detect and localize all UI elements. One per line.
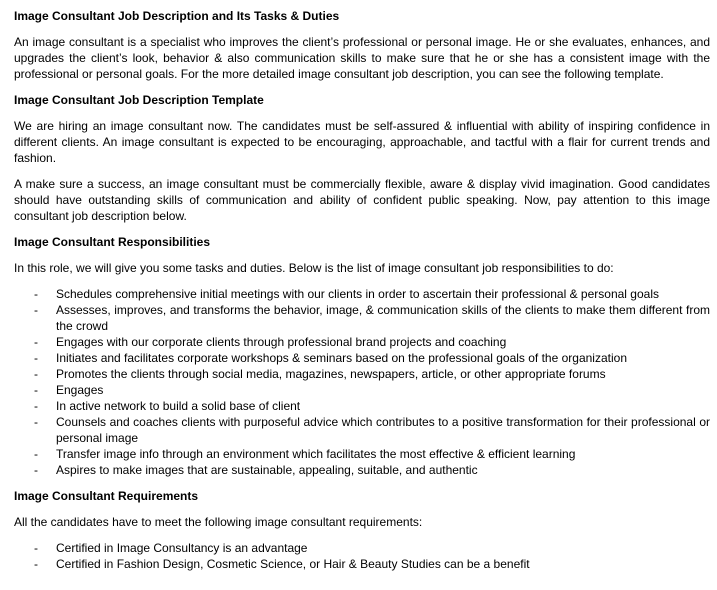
success-paragraph: A make sure a success, an image consultant must be commercially flexible, aware & display vivid imagination. Good candidates should have outstanding skills of communication and ability of confident public speaking. Now, pay attention to this image consultant job description below. — [14, 177, 710, 223]
list-item-text: Transfer image info through an environment which facilitates the most effective & efficient learning — [56, 447, 576, 461]
list-item — [14, 366, 710, 382]
list-item — [14, 334, 710, 350]
list-item — [14, 462, 710, 478]
list-item-text: In active network to build a solid base of client — [56, 399, 301, 413]
list-item-text: Assesses, improves, and transforms the behavior, image, & communication skills of the clients to make them different from the crowd — [56, 303, 710, 333]
list-item-text: Certified in Fashion Design, Cosmetic Science, or Hair & Beauty Studies can be a benefit — [56, 557, 530, 571]
requirements-list — [14, 540, 710, 572]
dash-marker: - — [34, 303, 38, 317]
dash-marker: - — [34, 335, 38, 349]
requirements-intro: All the candidates have to meet the following image consultant requirements: — [14, 515, 423, 529]
heading-template: Image Consultant Job Description Template — [14, 93, 264, 107]
hiring-paragraph: We are hiring an image consultant now. The candidates must be self-assured & influential with ability of inspiring confidence in different clients. An image consultant is expected to be encouraging, approachable, and tactful with a flair for current trends and fashion. — [14, 119, 710, 165]
list-item — [14, 414, 710, 446]
list-item — [14, 286, 710, 302]
list-item-text: Certified in Image Consultancy is an advantage — [56, 541, 308, 555]
list-item — [14, 540, 710, 556]
dash-marker: - — [34, 399, 38, 413]
list-item-text: Engages with our corporate clients through professional brand projects and coaching — [56, 335, 507, 349]
dash-marker: - — [34, 367, 38, 381]
list-item-text: Promotes the clients through social media, magazines, newspapers, article, or other appropriate forums — [56, 367, 606, 381]
dash-marker: - — [34, 447, 38, 461]
dash-marker: - — [34, 351, 38, 365]
dash-marker: - — [34, 557, 38, 571]
list-item-text: Engages — [56, 383, 104, 397]
list-item-text: Aspires to make images that are sustainable, appealing, suitable, and authentic — [56, 463, 478, 477]
dash-marker: - — [34, 287, 38, 301]
list-item — [14, 382, 710, 398]
list-item — [14, 398, 710, 414]
heading-job-description: Image Consultant Job Description and Its Tasks & Duties — [14, 9, 340, 23]
list-item-text: Schedules comprehensive initial meetings with our clients in order to ascertain their professional & personal goals — [56, 287, 659, 301]
dash-marker: - — [34, 383, 38, 397]
intro-paragraph: An image consultant is a specialist who improves the client’s professional or personal image. He or she evaluates, enhances, and upgrades the client’s look, behavior & also communication skills to make sure that he or she has a consistent image with the professional or personal goals. For the more detailed image consultant job description, you can see the following template. — [14, 35, 710, 81]
heading-responsibilities: Image Consultant Responsibilities — [14, 235, 211, 249]
responsibilities-intro: In this role, we will give you some tasks and duties. Below is the list of image consultant job responsibilities to do: — [14, 261, 614, 275]
list-item — [14, 556, 710, 572]
dash-marker: - — [34, 463, 38, 477]
dash-marker: - — [34, 415, 38, 429]
heading-requirements: Image Consultant Requirements — [14, 489, 199, 503]
dash-marker: - — [34, 541, 38, 555]
list-item-text: Counsels and coaches clients with purposeful advice which contributes to a positive transformation for their professional or personal image — [56, 415, 710, 445]
list-item — [14, 446, 710, 462]
list-item-text: Initiates and facilitates corporate workshops & seminars based on the professional goals of the organization — [56, 351, 627, 365]
list-item — [14, 302, 710, 334]
list-item — [14, 350, 710, 366]
responsibilities-list — [14, 286, 710, 478]
